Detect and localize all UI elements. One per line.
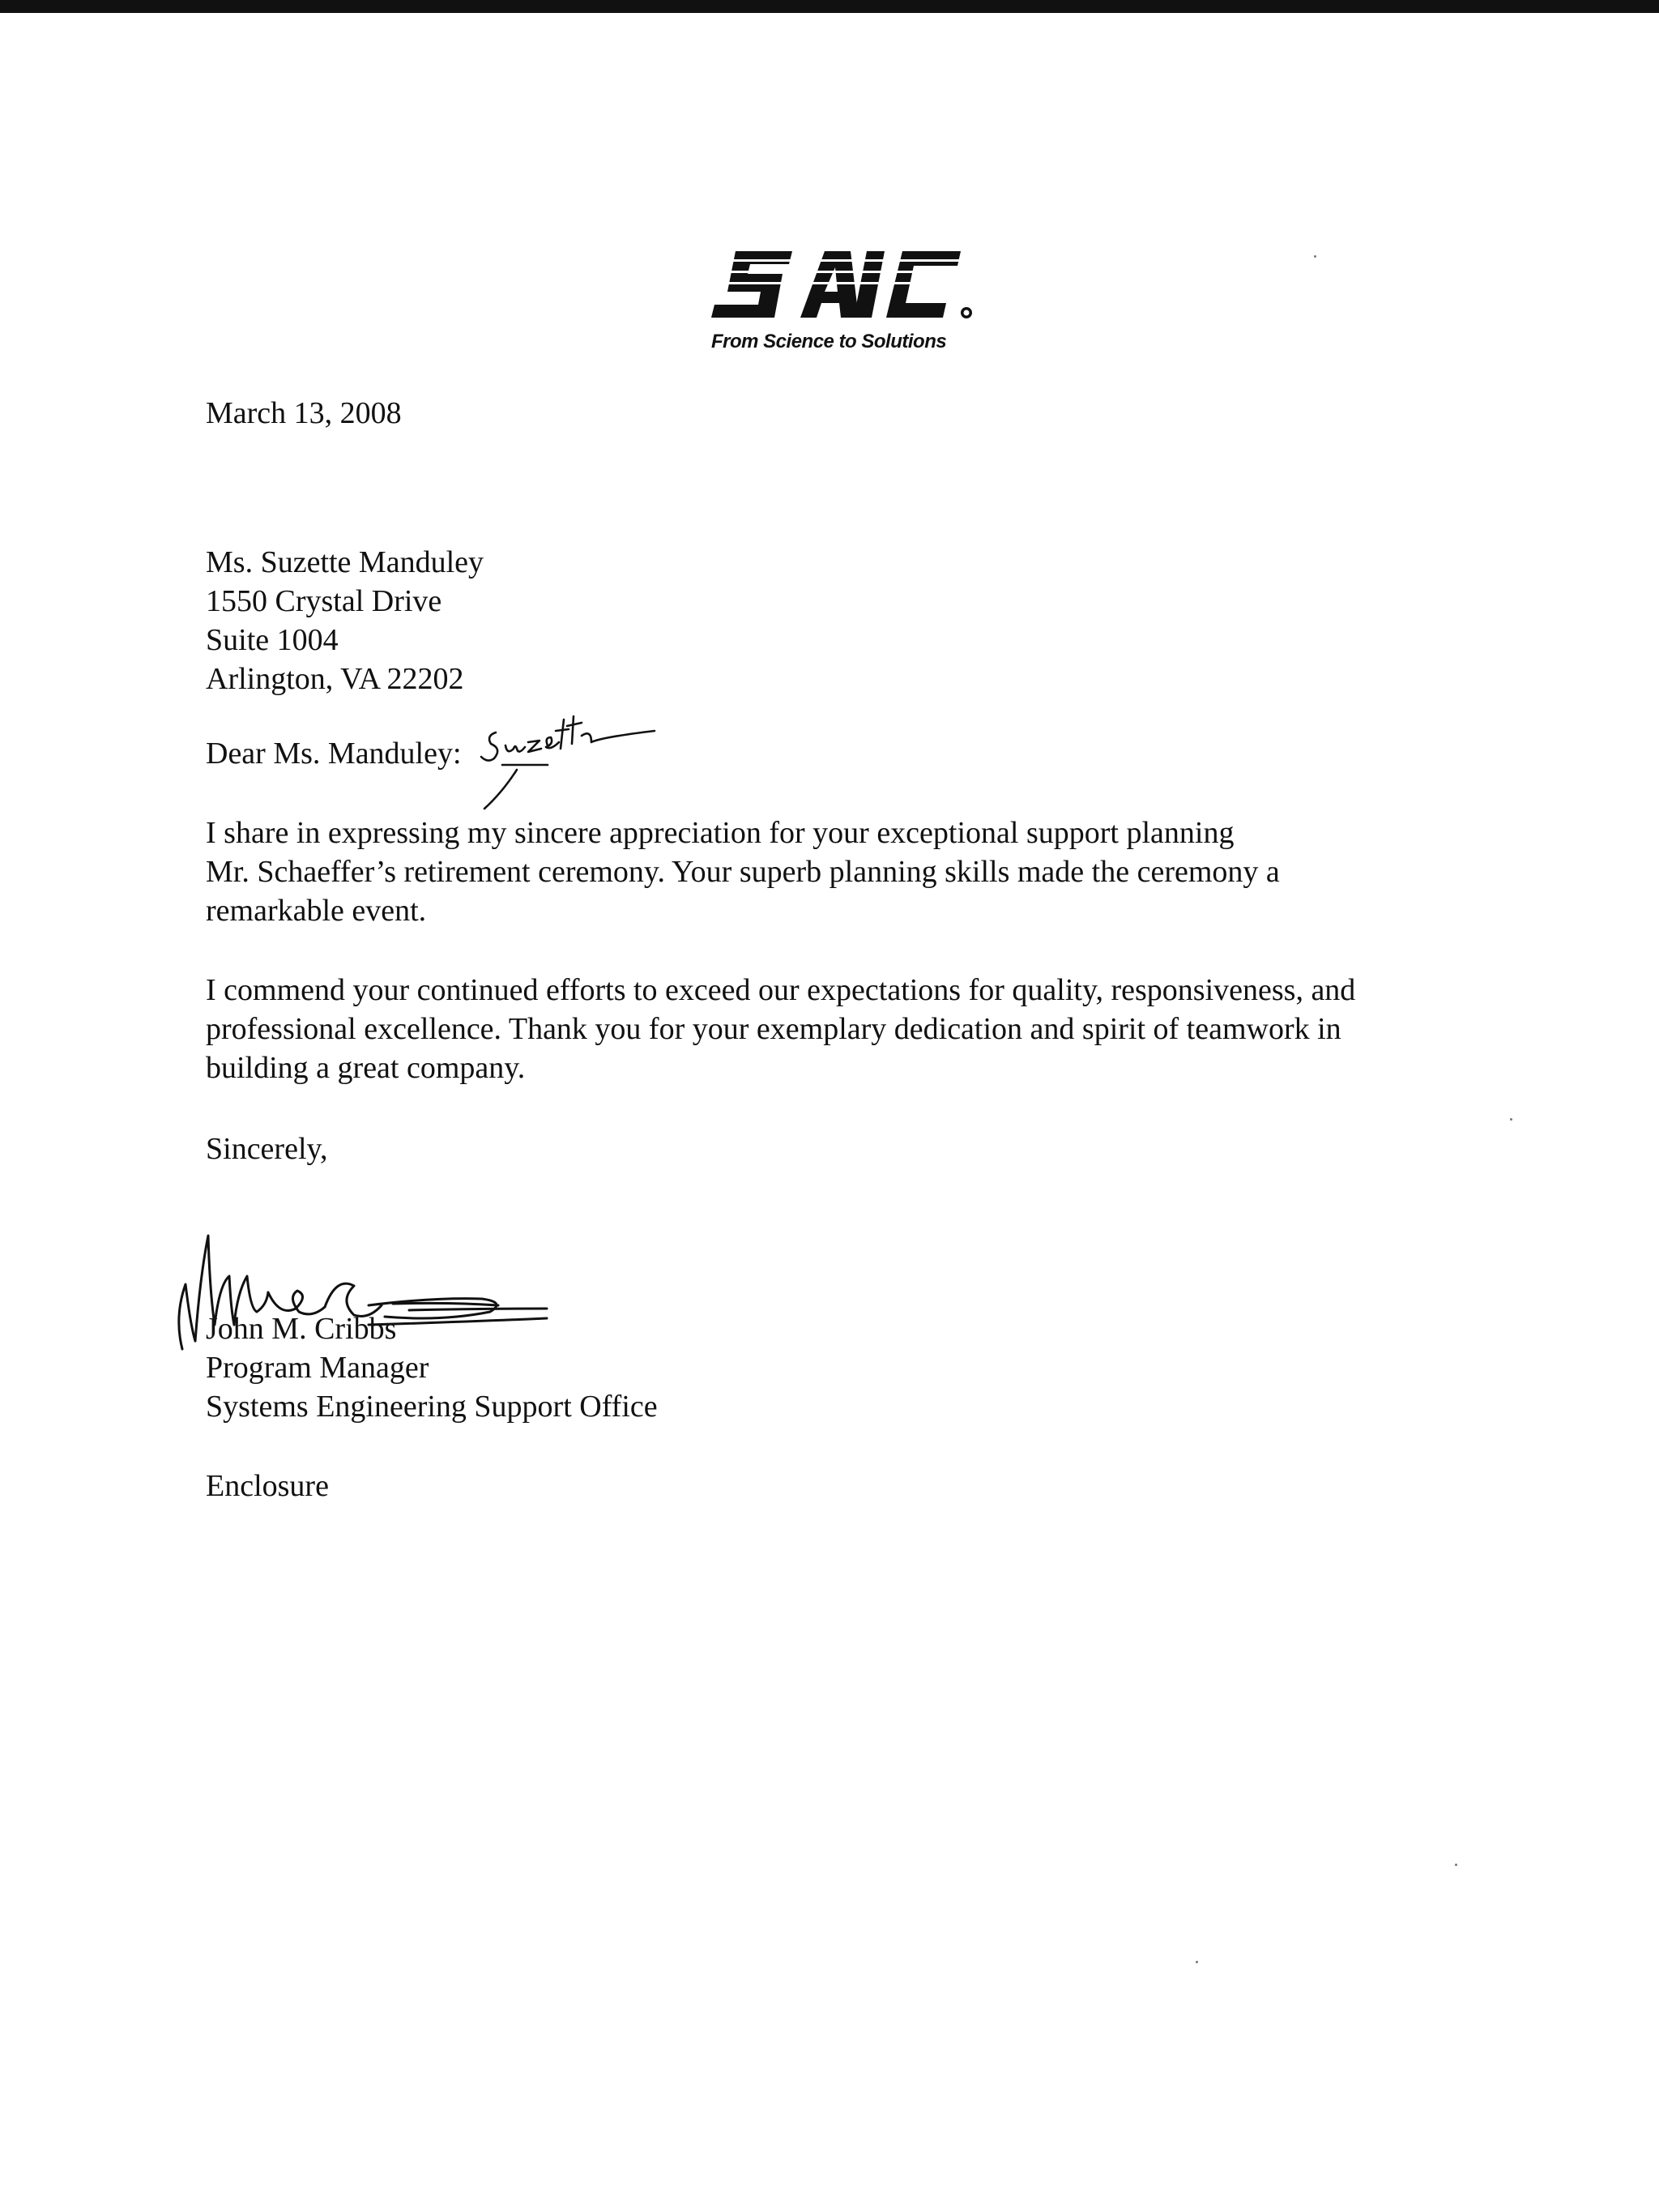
signer-name: John M. Cribbs	[206, 1312, 397, 1346]
scan-speck	[1196, 1961, 1198, 1963]
body-paragraph-2-line: I commend your continued efforts to exceed our expectations for quality, responsiveness, and	[206, 973, 1356, 1007]
body-paragraph-2	[206, 971, 1355, 1087]
salutation: Dear Ms. Manduley:	[206, 737, 462, 771]
signature-block	[206, 1309, 658, 1426]
letter-date: March 13, 2008	[206, 396, 402, 430]
enclosure-note: Enclosure	[206, 1469, 329, 1503]
recipient-address	[206, 543, 484, 698]
recipient-suite: Suite 1004	[206, 623, 339, 657]
logo-tagline: From Science to Solutions	[711, 331, 947, 352]
body-paragraph-1-line: Mr. Schaeffer’s retirement ceremony. Your superb planning skills made the ceremony a	[206, 855, 1280, 889]
body-paragraph-2-line: building a great company.	[206, 1051, 526, 1085]
recipient-street: 1550 Crystal Drive	[206, 584, 442, 618]
recipient-city-state-zip: Arlington, VA 22202	[206, 662, 464, 696]
handwritten-salutation-correction	[470, 695, 656, 817]
body-paragraph-1	[206, 813, 1280, 930]
recipient-name: Ms. Suzette Manduley	[206, 545, 484, 579]
signer-office: Systems Engineering Support Office	[206, 1390, 658, 1424]
body-paragraph-1-line: I share in expressing my sincere appreciation for your exceptional support planning	[206, 816, 1235, 850]
body-paragraph-1-line: remarkable event.	[206, 894, 427, 928]
scan-speck	[1510, 1118, 1512, 1121]
scan-speck	[1455, 1864, 1457, 1866]
scan-top-border	[0, 0, 1659, 13]
body-paragraph-2-line: professional excellence. Thank you for your exemplary dedication and spirit of teamwork in	[206, 1012, 1341, 1046]
closing: Sincerely,	[206, 1132, 328, 1166]
scan-speck	[1314, 255, 1316, 258]
signer-title: Program Manager	[206, 1351, 429, 1385]
